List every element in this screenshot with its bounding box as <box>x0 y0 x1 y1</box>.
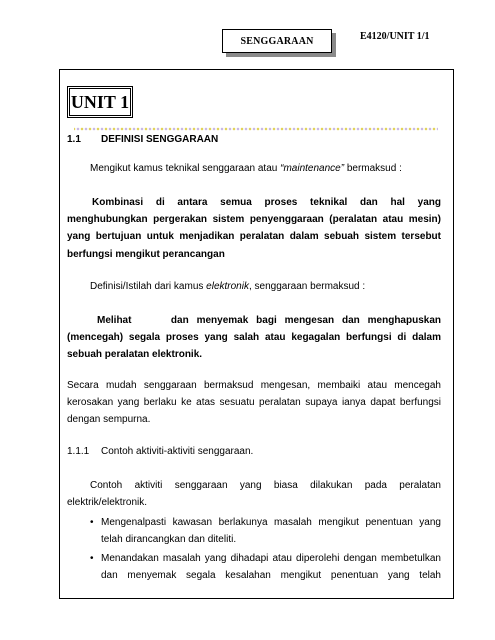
paragraph-1-term: “maintenance” <box>280 163 345 174</box>
definition-1-line: menghubungkan pergerakan sistem penyenggaraan (peralatan atau mesin) <box>67 214 441 225</box>
subheading-title: Contoh aktiviti-aktiviti senggaraan. <box>101 446 254 457</box>
definition-1-line: berfungsi mengikut perancangan <box>67 249 225 260</box>
bullet-2-line: dan menyemak segala kesalahan mengikut penentuan yang telah <box>101 570 441 581</box>
bullet-icon: • <box>90 553 94 564</box>
unit-title-box <box>67 86 133 118</box>
paragraph-3-line: dengan sempurna. <box>67 414 151 425</box>
paragraph-4-line: elektrik/elektronik. <box>67 497 148 508</box>
bullet-1-line: telah dirancangkan dan diteliti. <box>101 534 237 545</box>
paragraph-2-tail: , senggaraan bermaksud : <box>248 281 366 292</box>
section-header-box <box>222 29 332 53</box>
paragraph-2 <box>90 281 365 293</box>
paragraph-1 <box>90 163 402 175</box>
paragraph-2-term: elektronik <box>206 281 249 292</box>
paragraph-2-text: Definisi/Istilah dari kamus <box>90 281 207 292</box>
bullet-1-line: Mengenalpasti kawasan berlakunya masalah mengikut penentuan yang <box>101 517 441 528</box>
paragraph-1-tail: bermaksud : <box>344 163 402 174</box>
unit-title: UNIT 1 <box>70 91 130 112</box>
paragraph-3-line: kerosakan yang berlaku ke atas sesuatu peralatan supaya ianya dapat berfungsi <box>67 397 441 408</box>
paragraph-1-text: Mengikut kamus teknikal senggaraan atau <box>90 163 281 174</box>
paragraph-4-line: Contoh aktiviti senggaraan yang biasa dilakukan pada peralatan <box>90 480 441 491</box>
definition-1-line: yang bertujuan untuk menjadikan peralatan dalam sebuah sistem tersebut <box>67 231 441 242</box>
bullet-icon: • <box>90 517 94 528</box>
section-title: SENGGARAAN <box>240 35 314 47</box>
definition-2-line: Melihat dan menyemak bagi mengesan dan menghapuskan <box>97 315 441 326</box>
paragraph-3-line: Secara mudah senggaraan bermaksud mengesan, membaiki atau mencegah <box>67 380 441 391</box>
decorative-dotted-divider <box>74 127 438 131</box>
definition-2-line: sebuah peralatan elektronik. <box>67 349 203 360</box>
heading-number: 1.1 <box>67 134 81 145</box>
document-code: E4120/UNIT 1/1 <box>360 31 430 42</box>
bullet-2-line: Menandakan masalah yang dihadapi atau diperolehi dengan membetulkan <box>101 553 441 564</box>
definition-1-line: Kombinasi di antara semua proses teknikal dan hal yang <box>92 197 441 208</box>
heading-title: DEFINISI SENGGARAAN <box>101 134 219 145</box>
subheading-number: 1.1.1 <box>67 446 90 457</box>
definition-2-line: (mencegah) segala proses yang salah atau kegagalan berfungsi di dalam <box>67 332 441 343</box>
